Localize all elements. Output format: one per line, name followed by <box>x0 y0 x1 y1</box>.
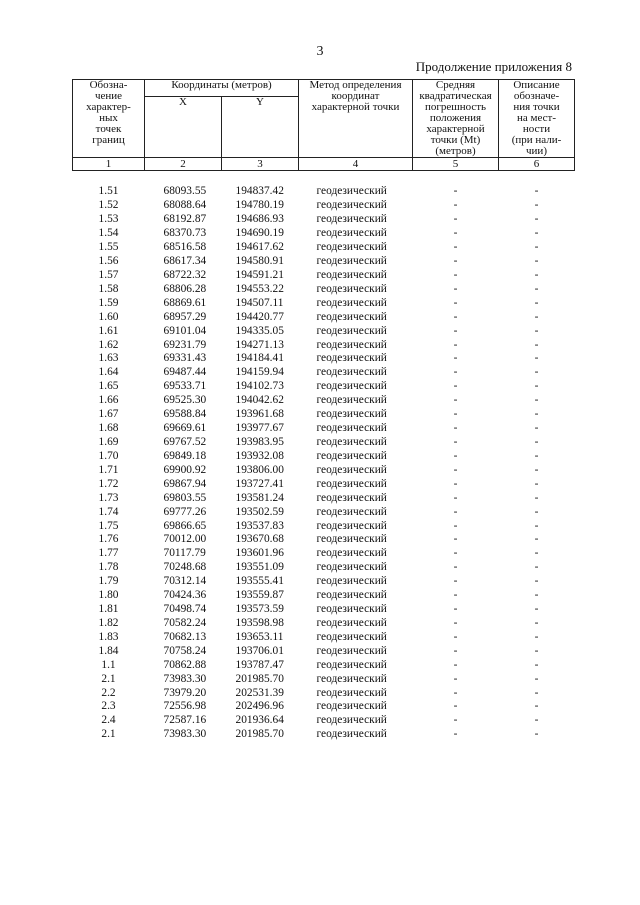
point-label: 1.63 <box>98 352 119 365</box>
method-cell: геодезический <box>316 268 387 281</box>
coordinate-y: 194686.93 <box>235 213 284 226</box>
point-label: 1.74 <box>98 505 119 518</box>
coordinate-x: 69533.71 <box>163 380 207 393</box>
point-label: 1.55 <box>98 241 119 254</box>
error-cell: - <box>453 477 458 490</box>
coordinate-x: 68516.58 <box>163 241 207 254</box>
table-row <box>73 394 575 408</box>
method-cell: геодезический <box>316 380 387 393</box>
description-cell: - <box>534 644 539 657</box>
point-label: 2.1 <box>101 728 116 741</box>
coordinate-y: 193555.41 <box>235 575 284 588</box>
coordinate-x: 68370.73 <box>163 227 207 240</box>
error-cell: - <box>453 547 458 560</box>
coordinate-y: 193983.95 <box>235 435 284 448</box>
point-label: 1.51 <box>98 185 119 198</box>
point-label: 1.82 <box>98 616 119 629</box>
table-row <box>73 617 575 631</box>
method-cell: геодезический <box>316 547 387 560</box>
coordinate-x: 69849.18 <box>163 449 207 462</box>
method-cell: геодезический <box>316 296 387 309</box>
point-label: 1.79 <box>98 575 119 588</box>
coordinate-y: 193806.00 <box>235 463 284 476</box>
point-label: 1.52 <box>98 199 119 212</box>
coordinate-x: 70862.88 <box>163 658 207 671</box>
description-cell: - <box>534 686 539 699</box>
coordinate-x: 69867.94 <box>163 477 207 490</box>
table-row <box>73 477 575 491</box>
header-error: Средняя квадратическая погрешность положения характерной точки (Mt) (метров) <box>413 80 499 158</box>
error-cell: - <box>453 630 458 643</box>
description-cell: - <box>534 463 539 476</box>
table-row <box>73 436 575 450</box>
table-row <box>73 686 575 700</box>
table-row <box>73 658 575 672</box>
coordinate-y: 194617.62 <box>235 241 284 254</box>
error-cell: - <box>453 324 458 337</box>
point-label: 1.61 <box>98 324 119 337</box>
table-row <box>73 296 575 310</box>
error-cell: - <box>453 352 458 365</box>
coordinate-y: 194335.05 <box>235 324 284 337</box>
point-label: 2.3 <box>101 700 116 713</box>
coordinate-y: 193537.83 <box>235 519 284 532</box>
method-cell: геодезический <box>316 394 387 407</box>
description-cell: - <box>534 491 539 504</box>
error-cell: - <box>453 408 458 421</box>
column-number: 3 <box>222 158 299 171</box>
description-cell: - <box>534 519 539 532</box>
description-cell: - <box>534 324 539 337</box>
coordinate-y: 194420.77 <box>235 310 284 323</box>
method-cell: геодезический <box>316 241 387 254</box>
method-cell: геодезический <box>316 338 387 351</box>
method-cell: геодезический <box>316 700 387 713</box>
error-cell: - <box>453 603 458 616</box>
method-cell: геодезический <box>316 213 387 226</box>
table-row <box>73 463 575 477</box>
coordinate-x: 70758.24 <box>163 644 207 657</box>
description-cell: - <box>534 310 539 323</box>
method-cell: геодезический <box>316 352 387 365</box>
table-row <box>73 255 575 269</box>
method-cell: геодезический <box>316 603 387 616</box>
method-cell: геодезический <box>316 463 387 476</box>
method-cell: геодезический <box>316 449 387 462</box>
table-row <box>73 519 575 533</box>
coordinate-y: 193977.67 <box>235 422 284 435</box>
coordinate-y: 194580.91 <box>235 254 284 267</box>
method-cell: геодезический <box>316 630 387 643</box>
coordinate-x: 69803.55 <box>163 491 207 504</box>
description-cell: - <box>534 185 539 198</box>
method-cell: геодезический <box>316 408 387 421</box>
description-cell: - <box>534 338 539 351</box>
coordinate-x: 69231.79 <box>163 338 207 351</box>
description-cell: - <box>534 254 539 267</box>
method-cell: геодезический <box>316 366 387 379</box>
column-number: 5 <box>413 158 499 171</box>
table-row <box>73 241 575 255</box>
method-cell: геодезический <box>316 658 387 671</box>
table-row <box>73 324 575 338</box>
point-label: 1.57 <box>98 268 119 281</box>
coordinate-y: 194102.73 <box>235 380 284 393</box>
error-cell: - <box>453 449 458 462</box>
coordinate-x: 68088.64 <box>163 199 207 212</box>
coordinate-y: 202496.96 <box>235 700 284 713</box>
method-cell: геодезический <box>316 533 387 546</box>
coordinate-y: 194271.13 <box>235 338 284 351</box>
coordinate-x: 70248.68 <box>163 561 207 574</box>
point-label: 1.81 <box>98 603 119 616</box>
coordinate-x: 70682.13 <box>163 630 207 643</box>
coordinate-x: 69588.84 <box>163 408 207 421</box>
description-cell: - <box>534 213 539 226</box>
method-cell: геодезический <box>316 199 387 212</box>
table-row <box>73 352 575 366</box>
coordinate-x: 72587.16 <box>163 714 207 727</box>
coordinate-x: 70117.79 <box>163 547 206 560</box>
description-cell: - <box>534 714 539 727</box>
coordinate-x: 69487.44 <box>163 366 207 379</box>
error-cell: - <box>453 589 458 602</box>
method-cell: геодезический <box>316 714 387 727</box>
error-cell: - <box>453 491 458 504</box>
point-label: 1.60 <box>98 310 119 323</box>
table-body <box>73 171 575 742</box>
table-row <box>73 199 575 213</box>
point-label: 1.75 <box>98 519 119 532</box>
description-cell: - <box>534 533 539 546</box>
description-cell: - <box>534 728 539 741</box>
error-cell: - <box>453 310 458 323</box>
header-x: X <box>145 97 222 158</box>
point-label: 1.65 <box>98 380 119 393</box>
error-cell: - <box>453 282 458 295</box>
table-row <box>73 449 575 463</box>
point-label: 1.64 <box>98 366 119 379</box>
coordinate-x: 68957.29 <box>163 310 207 323</box>
table-row <box>73 227 575 241</box>
description-cell: - <box>534 435 539 448</box>
description-cell: - <box>534 422 539 435</box>
coordinate-x: 70582.24 <box>163 616 207 629</box>
table-row <box>73 380 575 394</box>
column-number: 6 <box>499 158 575 171</box>
table-row <box>73 491 575 505</box>
point-label: 1.69 <box>98 435 119 448</box>
page-number: 3 <box>316 44 324 59</box>
description-cell: - <box>534 268 539 281</box>
error-cell: - <box>453 435 458 448</box>
table-row <box>73 630 575 644</box>
description-cell: - <box>534 700 539 713</box>
coordinate-x: 69900.92 <box>163 463 207 476</box>
method-cell: геодезический <box>316 477 387 490</box>
coordinate-x: 69866.65 <box>163 519 207 532</box>
coordinates-table <box>72 79 575 742</box>
error-cell: - <box>453 672 458 685</box>
table-row <box>73 366 575 380</box>
table-row <box>73 422 575 436</box>
error-cell: - <box>453 686 458 699</box>
table-row <box>73 714 575 728</box>
error-cell: - <box>453 616 458 629</box>
coordinate-x: 69777.26 <box>163 505 207 518</box>
point-label: 1.76 <box>98 533 119 546</box>
header-coordinates-group: Координаты (метров) <box>145 80 299 97</box>
coordinate-x: 70012.00 <box>163 533 207 546</box>
coordinate-y: 193706.01 <box>235 644 284 657</box>
method-cell: геодезический <box>316 505 387 518</box>
coordinate-x: 73983.30 <box>163 728 207 741</box>
method-cell: геодезический <box>316 589 387 602</box>
column-number: 4 <box>299 158 413 171</box>
coordinate-x: 69331.43 <box>163 352 207 365</box>
description-cell: - <box>534 366 539 379</box>
point-label: 2.1 <box>101 672 116 685</box>
table-row <box>73 185 575 199</box>
error-cell: - <box>453 380 458 393</box>
method-cell: геодезический <box>316 282 387 295</box>
description-cell: - <box>534 282 539 295</box>
description-cell: - <box>534 672 539 685</box>
error-cell: - <box>453 296 458 309</box>
description-cell: - <box>534 408 539 421</box>
method-cell: геодезический <box>316 616 387 629</box>
error-cell: - <box>453 213 458 226</box>
table-row <box>73 561 575 575</box>
header-method: Метод определения координат характерной точки <box>299 80 413 158</box>
coordinate-y: 201985.70 <box>235 672 284 685</box>
method-cell: геодезический <box>316 227 387 240</box>
coordinate-y: 194690.19 <box>235 227 284 240</box>
table-row <box>73 282 575 296</box>
table-row <box>73 728 575 742</box>
method-cell: геодезический <box>316 491 387 504</box>
description-cell: - <box>534 603 539 616</box>
error-cell: - <box>453 185 458 198</box>
point-label: 1.73 <box>98 491 119 504</box>
table-row <box>73 644 575 658</box>
point-label: 1.66 <box>98 394 119 407</box>
description-cell: - <box>534 575 539 588</box>
coordinate-x: 68617.34 <box>163 254 207 267</box>
description-cell: - <box>534 380 539 393</box>
point-label: 1.62 <box>98 338 119 351</box>
table-row <box>73 533 575 547</box>
method-cell: геодезический <box>316 728 387 741</box>
error-cell: - <box>453 728 458 741</box>
point-label: 1.59 <box>98 296 119 309</box>
header-point-label: Обозна- чение характер- ных точек границ <box>73 80 145 158</box>
description-cell: - <box>534 241 539 254</box>
coordinate-x: 70498.74 <box>163 603 207 616</box>
point-label: 1.72 <box>98 477 119 490</box>
description-cell: - <box>534 589 539 602</box>
coordinate-y: 194184.41 <box>235 352 284 365</box>
description-cell: - <box>534 477 539 490</box>
point-label: 2.2 <box>101 686 116 699</box>
point-label: 1.68 <box>98 422 119 435</box>
coordinate-x: 68806.28 <box>163 282 207 295</box>
coordinate-y: 194507.11 <box>235 296 284 309</box>
column-numbers-row <box>73 158 575 171</box>
method-cell: геодезический <box>316 254 387 267</box>
description-cell: - <box>534 505 539 518</box>
coordinate-y: 193601.96 <box>235 547 284 560</box>
point-label: 2.4 <box>101 714 116 727</box>
coordinate-y: 193573.59 <box>235 603 284 616</box>
error-cell: - <box>453 658 458 671</box>
method-cell: геодезический <box>316 324 387 337</box>
error-cell: - <box>453 199 458 212</box>
method-cell: геодезический <box>316 672 387 685</box>
point-label: 1.83 <box>98 630 119 643</box>
description-cell: - <box>534 616 539 629</box>
error-cell: - <box>453 561 458 574</box>
coordinate-x: 69669.61 <box>163 422 207 435</box>
error-cell: - <box>453 241 458 254</box>
method-cell: геодезический <box>316 519 387 532</box>
table-row <box>73 589 575 603</box>
table-row <box>73 213 575 227</box>
point-label: 1.71 <box>98 463 119 476</box>
error-cell: - <box>453 575 458 588</box>
description-cell: - <box>534 296 539 309</box>
coordinate-x: 70424.36 <box>163 589 207 602</box>
coordinate-x: 73979.20 <box>163 686 207 699</box>
point-label: 1.80 <box>98 589 119 602</box>
coordinate-y: 193559.87 <box>235 589 284 602</box>
error-cell: - <box>453 268 458 281</box>
table-row <box>73 310 575 324</box>
coordinate-y: 202531.39 <box>235 686 284 699</box>
point-label: 1.56 <box>98 254 119 267</box>
point-label: 1.1 <box>101 658 116 671</box>
method-cell: геодезический <box>316 185 387 198</box>
point-label: 1.67 <box>98 408 119 421</box>
table-row <box>73 505 575 519</box>
coordinate-y: 193787.47 <box>235 658 284 671</box>
table-row <box>73 672 575 686</box>
method-cell: геодезический <box>316 575 387 588</box>
coordinate-x: 68093.55 <box>163 185 207 198</box>
continuation-caption: Продолжение приложения 8 <box>415 59 572 74</box>
method-cell: геодезический <box>316 561 387 574</box>
error-cell: - <box>453 505 458 518</box>
error-cell: - <box>453 533 458 546</box>
point-label: 1.58 <box>98 282 119 295</box>
description-cell: - <box>534 199 539 212</box>
method-cell: геодезический <box>316 644 387 657</box>
method-cell: геодезический <box>316 435 387 448</box>
error-cell: - <box>453 254 458 267</box>
coordinate-y: 194553.22 <box>235 282 284 295</box>
error-cell: - <box>453 519 458 532</box>
coordinate-x: 69101.04 <box>163 324 207 337</box>
coordinate-x: 69767.52 <box>163 435 207 448</box>
error-cell: - <box>453 644 458 657</box>
coordinate-y: 193932.08 <box>235 449 284 462</box>
error-cell: - <box>453 394 458 407</box>
description-cell: - <box>534 352 539 365</box>
description-cell: - <box>534 561 539 574</box>
table-row <box>73 575 575 589</box>
coordinate-y: 193581.24 <box>235 491 284 504</box>
point-label: 1.77 <box>98 547 119 560</box>
coordinate-y: 193551.09 <box>235 561 284 574</box>
coordinate-x: 70312.14 <box>163 575 207 588</box>
table-row <box>73 700 575 714</box>
table-row <box>73 268 575 282</box>
point-label: 1.84 <box>98 644 119 657</box>
header-description: Описание обозначе- ния точки на мест- ности (при нали- чии) <box>499 80 575 158</box>
point-label: 1.70 <box>98 449 119 462</box>
point-label: 1.78 <box>98 561 119 574</box>
coordinate-y: 201936.64 <box>235 714 284 727</box>
coordinate-x: 68192.87 <box>163 213 207 226</box>
error-cell: - <box>453 338 458 351</box>
table-row <box>73 603 575 617</box>
method-cell: геодезический <box>316 686 387 699</box>
description-cell: - <box>534 658 539 671</box>
description-cell: - <box>534 394 539 407</box>
column-number: 1 <box>73 158 145 171</box>
column-number: 2 <box>145 158 222 171</box>
coordinate-y: 193670.68 <box>235 533 284 546</box>
description-cell: - <box>534 547 539 560</box>
coordinate-x: 68722.32 <box>163 268 207 281</box>
coordinate-y: 194780.19 <box>235 199 284 212</box>
coordinate-x: 68869.61 <box>163 296 207 309</box>
coordinate-y: 193727.41 <box>235 477 284 490</box>
coordinate-y: 201985.70 <box>235 728 284 741</box>
coordinate-x: 73983.30 <box>163 672 207 685</box>
description-cell: - <box>534 227 539 240</box>
coordinate-y: 193961.68 <box>235 408 284 421</box>
point-label: 1.54 <box>98 227 119 240</box>
error-cell: - <box>453 422 458 435</box>
coordinate-x: 72556.98 <box>163 700 207 713</box>
error-cell: - <box>453 227 458 240</box>
description-cell: - <box>534 630 539 643</box>
point-label: 1.53 <box>98 213 119 226</box>
coordinate-y: 194042.62 <box>235 394 284 407</box>
method-cell: геодезический <box>316 310 387 323</box>
table-row <box>73 547 575 561</box>
coordinate-x: 69525.30 <box>163 394 207 407</box>
coordinate-y: 194591.21 <box>235 268 284 281</box>
method-cell: геодезический <box>316 422 387 435</box>
coordinate-y: 194837.42 <box>235 185 284 198</box>
error-cell: - <box>453 700 458 713</box>
error-cell: - <box>453 463 458 476</box>
error-cell: - <box>453 714 458 727</box>
description-cell: - <box>534 449 539 462</box>
coordinate-y: 194159.94 <box>235 366 284 379</box>
coordinate-y: 193653.11 <box>235 630 284 643</box>
table-row <box>73 408 575 422</box>
error-cell: - <box>453 366 458 379</box>
coordinate-y: 193502.59 <box>235 505 284 518</box>
table-row <box>73 338 575 352</box>
coordinate-y: 193598.98 <box>235 616 284 629</box>
header-y: Y <box>222 97 299 158</box>
